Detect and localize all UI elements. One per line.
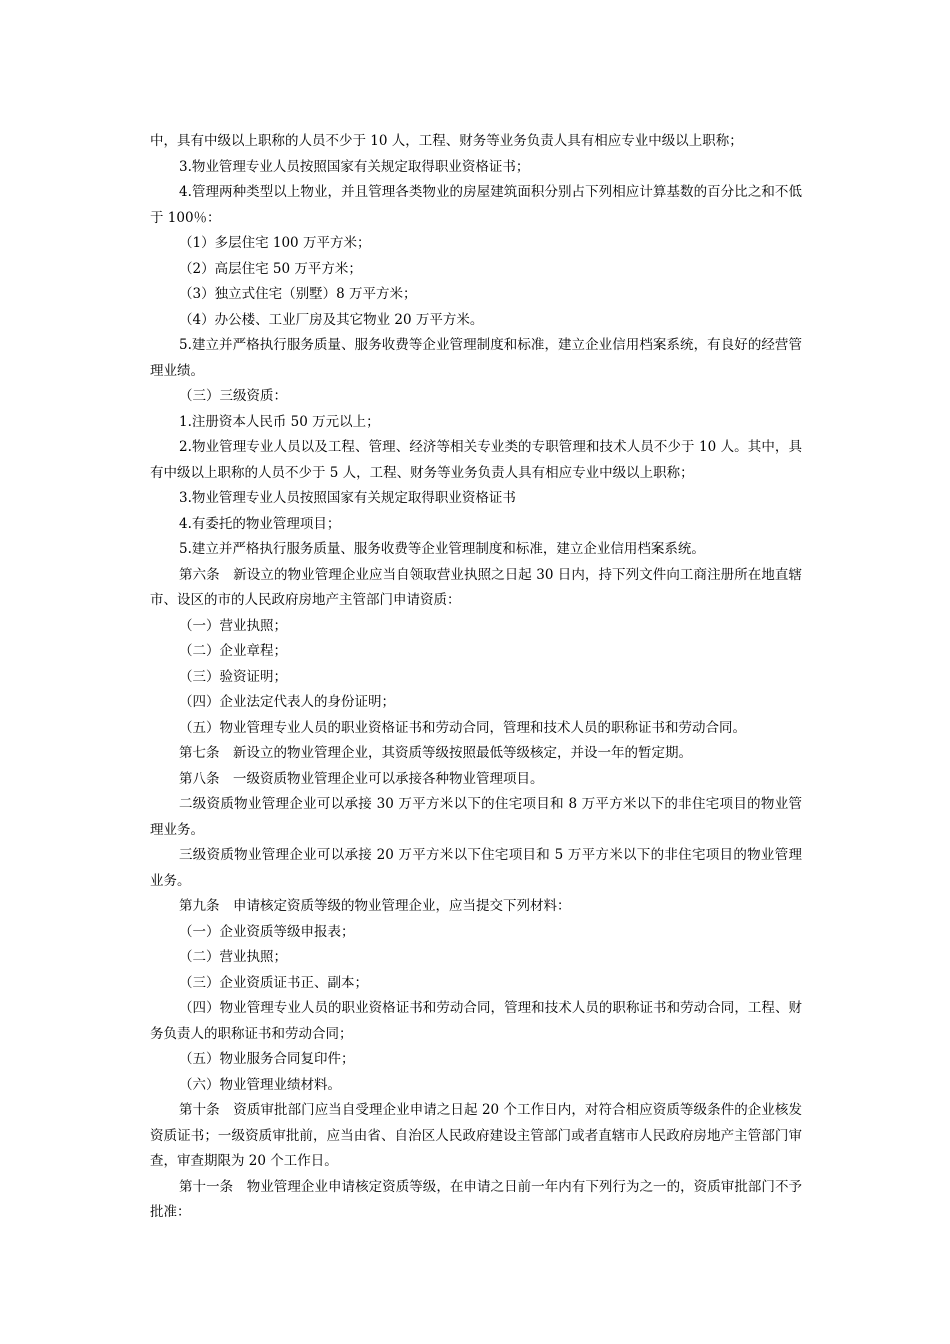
list-item: （3）独立式住宅（别墅）8 万平方米；: [179, 286, 417, 302]
list-item: （三）企业资质证书正、副本；: [179, 974, 368, 991]
paragraph: 3.物业管理专业人员按照国家有关规定取得职业资格证书: [179, 490, 516, 506]
article-paragraph: 第十条 资质审批部门应当自受理企业申请之日起 20 个工作日内，对符合相应资质等级条件的企业核发资质证书；一级资质审批前，应当由省、自治区人民政府建设主管部门或者直辖市人民政府房地产主管部门审查，审查期限为 20 个工作日。: [150, 1102, 802, 1169]
document-body: [150, 129, 802, 1226]
article-paragraph: 第六条 新设立的物业管理企业应当自领取营业执照之日起 30 日内，持下列文件向工商注册所在地直辖市、设区的市的人民政府房地产主管部门申请资质：: [150, 566, 802, 608]
list-item: （二）企业章程；: [179, 643, 287, 659]
article-paragraph: 第八条 一级资质物业管理企业可以承接各种物业管理项目。: [179, 770, 544, 787]
paragraph: 5.建立并严格执行服务质量、服务收费等企业管理制度和标准，建立企业信用档案系统。: [179, 541, 705, 557]
paragraph: 中，具有中级以上职称的人员不少于 10 人，工程、财务等业务负责人具有相应专业中级以上职称；: [150, 133, 743, 149]
section-heading: （三）三级资质：: [179, 388, 287, 404]
article-paragraph: 第七条 新设立的物业管理企业，其资质等级按照最低等级核定，并设一年的暂定期。: [179, 745, 692, 761]
list-item: （1）多层住宅 100 万平方米；: [179, 235, 371, 251]
paragraph: 1.注册资本人民币 50 万元以上；: [179, 413, 380, 430]
list-item: （二）营业执照；: [179, 949, 287, 965]
list-item: （4）办公楼、工业厂房及其它物业 20 万平方米。: [179, 311, 484, 328]
list-item: （五）物业服务合同复印件；: [179, 1051, 355, 1067]
list-item: （五）物业管理专业人员的职业资格证书和劳动合同，管理和技术人员的职称证书和劳动合同。: [179, 719, 746, 736]
list-item: （四）物业管理专业人员的职业资格证书和劳动合同，管理和技术人员的职称证书和劳动合同，工程、财务负责人的职称证书和劳动合同；: [150, 1000, 802, 1042]
list-item: （一）企业资质等级申报表；: [179, 923, 355, 940]
paragraph: 5.建立并严格执行服务质量、服务收费等企业管理制度和标准，建立企业信用档案系统，有良好的经营管理业绩。: [150, 337, 802, 379]
list-item: （一）营业执照；: [179, 617, 287, 634]
paragraph: 2.物业管理专业人员以及工程、管理、经济等相关专业类的专职管理和技术人员不少于 10 人。其中，具有中级以上职称的人员不少于 5 人，工程、财务等业务负责人具有相应专业中级以上职称；: [150, 439, 802, 481]
paragraph: 4.管理两种类型以上物业，并且管理各类物业的房屋建筑面积分别占下列相应计算基数的百分比之和不低于 100％：: [150, 184, 802, 226]
article-paragraph: 第九条 申请核定资质等级的物业管理企业，应当提交下列材料：: [179, 898, 571, 914]
list-item: （三）验资证明；: [179, 668, 287, 685]
paragraph: 三级资质物业管理企业可以承接 20 万平方米以下住宅项目和 5 万平方米以下的非住宅项目的物业管理业务。: [150, 847, 802, 889]
paragraph: 二级资质物业管理企业可以承接 30 万平方米以下的住宅项目和 8 万平方米以下的非住宅项目的物业管理业务。: [150, 796, 802, 838]
paragraph: 3.物业管理专业人员按照国家有关规定取得职业资格证书；: [179, 158, 530, 175]
article-paragraph: 第十一条 物业管理企业申请核定资质等级，在申请之日前一年内有下列行为之一的，资质审批部门不予批准：: [150, 1178, 802, 1220]
paragraph: 4.有委托的物业管理项目；: [179, 515, 341, 532]
list-item: （四）企业法定代表人的身份证明；: [179, 694, 395, 710]
list-item: （六）物业管理业绩材料。: [179, 1076, 341, 1093]
list-item: （2）高层住宅 50 万平方米；: [179, 260, 362, 277]
